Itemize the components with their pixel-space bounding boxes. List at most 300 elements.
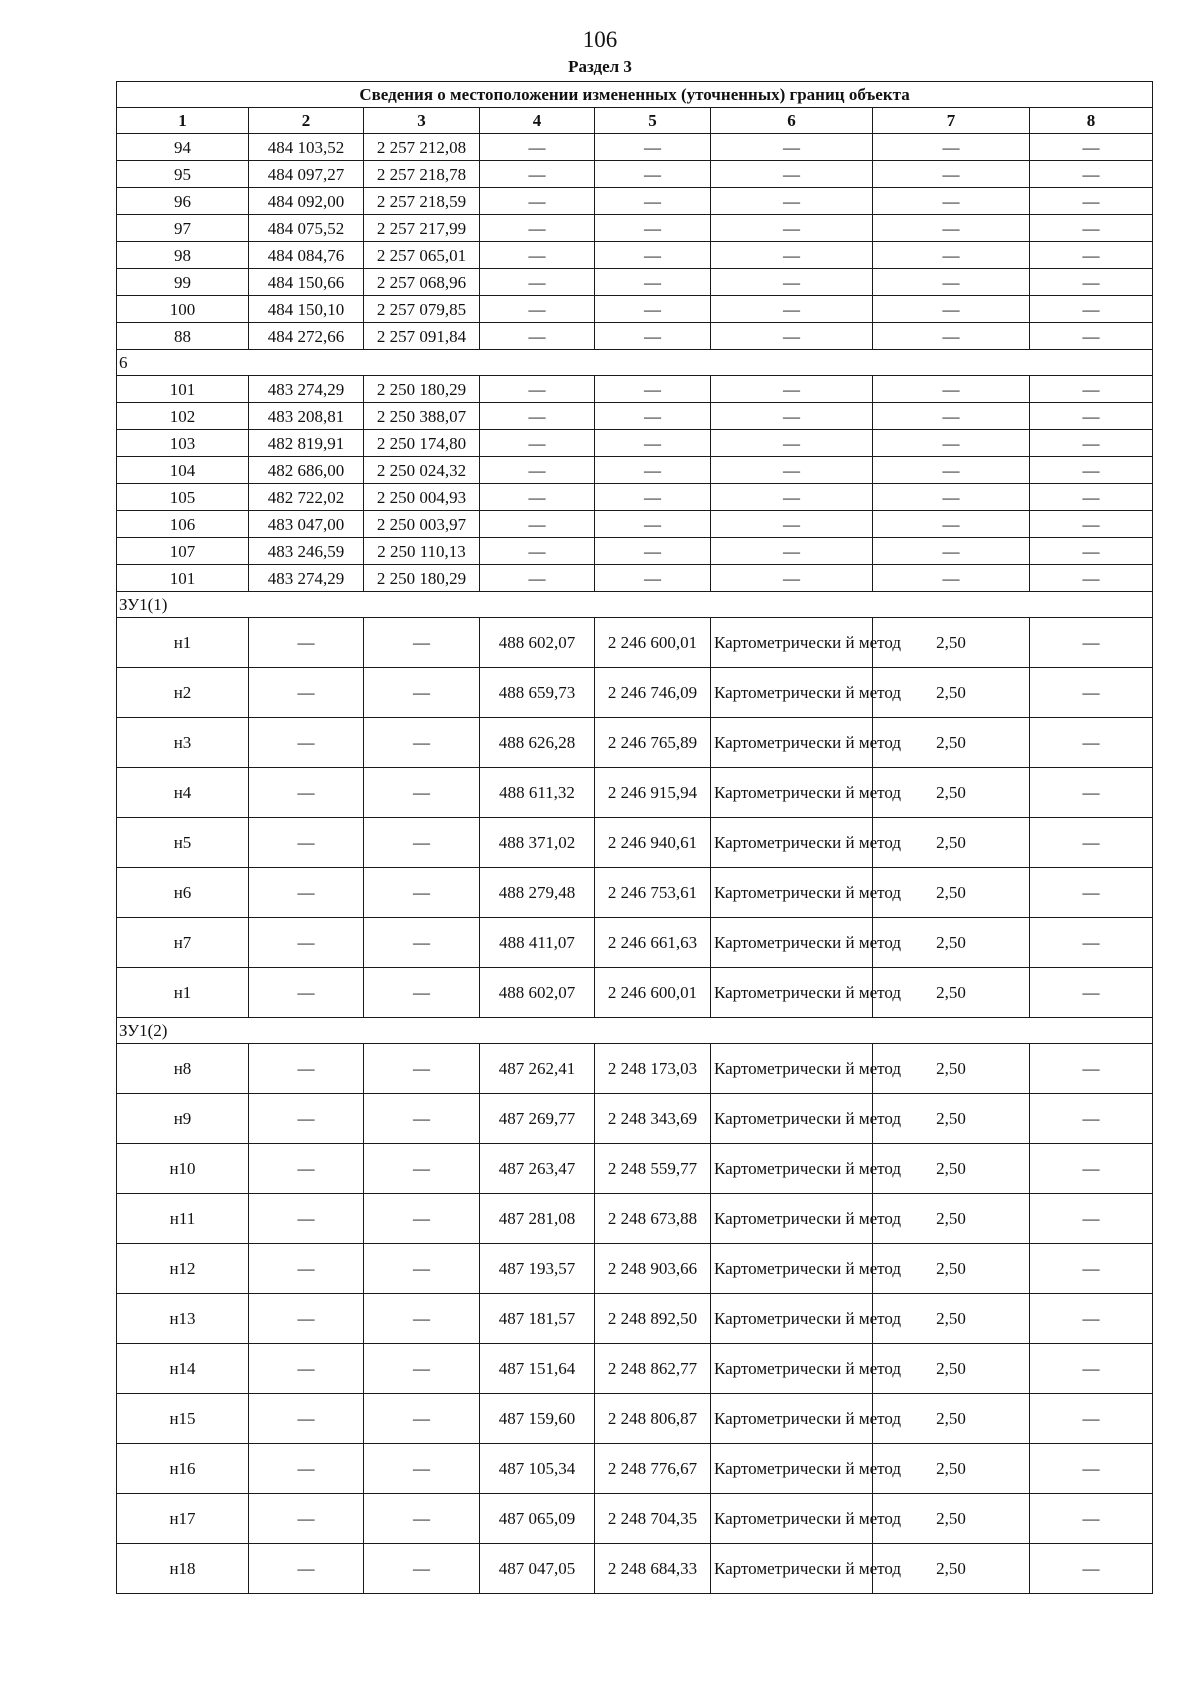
table-cell: н10 xyxy=(117,1144,249,1194)
table-cell: н13 xyxy=(117,1294,249,1344)
table-cell: 487 065,09 xyxy=(480,1494,595,1544)
table-cell: — xyxy=(1030,296,1153,323)
table-cell: — xyxy=(595,457,711,484)
table-cell: 487 105,34 xyxy=(480,1444,595,1494)
table-cell: 482 722,02 xyxy=(249,484,364,511)
table-cell: н5 xyxy=(117,818,249,868)
table-row xyxy=(117,1344,1153,1394)
table-cell: — xyxy=(249,1444,364,1494)
table-cell: 487 269,77 xyxy=(480,1094,595,1144)
table-cell: — xyxy=(364,968,480,1018)
column-number: 8 xyxy=(1030,108,1153,134)
group-label: ЗУ1(2) xyxy=(117,1018,1153,1044)
table-cell: 2,50 xyxy=(873,1344,1030,1394)
table-cell: — xyxy=(873,430,1030,457)
table-cell: 2 257 218,78 xyxy=(364,161,480,188)
table-cell: — xyxy=(249,1494,364,1544)
table-cell: — xyxy=(595,134,711,161)
section-title: Раздел 3 xyxy=(568,57,632,76)
table-row xyxy=(117,296,1153,323)
table-cell: — xyxy=(249,1044,364,1094)
table-cell: Картометрически й метод xyxy=(711,1544,873,1594)
table-cell: — xyxy=(1030,215,1153,242)
table-cell: н6 xyxy=(117,868,249,918)
table-cell: 2,50 xyxy=(873,1444,1030,1494)
table-row xyxy=(117,565,1153,592)
table-cell: 2,50 xyxy=(873,818,1030,868)
table-row xyxy=(117,618,1153,668)
table-cell: 2 250 003,97 xyxy=(364,511,480,538)
table-row xyxy=(117,511,1153,538)
table-cell: — xyxy=(480,242,595,269)
table-cell: Картометрически й метод xyxy=(711,668,873,718)
table-cell: Картометрически й метод xyxy=(711,918,873,968)
table-cell: 2 250 024,32 xyxy=(364,457,480,484)
table-cell: 2,50 xyxy=(873,1244,1030,1294)
table-cell: 95 xyxy=(117,161,249,188)
table-cell: — xyxy=(1030,968,1153,1018)
table-cell: — xyxy=(1030,1094,1153,1144)
table-cell: 488 659,73 xyxy=(480,668,595,718)
table-cell: — xyxy=(1030,1294,1153,1344)
table-cell: 484 075,52 xyxy=(249,215,364,242)
table-cell: — xyxy=(711,161,873,188)
table-cell: 487 193,57 xyxy=(480,1244,595,1294)
table-cell: 2,50 xyxy=(873,1044,1030,1094)
table-cell: — xyxy=(364,1494,480,1544)
table-cell: — xyxy=(1030,1394,1153,1444)
table-cell: Картометрически й метод xyxy=(711,1444,873,1494)
table-cell: — xyxy=(595,430,711,457)
table-cell: 482 686,00 xyxy=(249,457,364,484)
table-cell: — xyxy=(711,403,873,430)
table-cell: — xyxy=(595,242,711,269)
table-cell: — xyxy=(595,269,711,296)
table-cell: Картометрически й метод xyxy=(711,1194,873,1244)
table-row xyxy=(117,134,1153,161)
table-cell: — xyxy=(711,215,873,242)
table-cell: — xyxy=(249,918,364,968)
group-row xyxy=(117,350,1153,376)
table-cell: — xyxy=(364,668,480,718)
table-cell: — xyxy=(873,269,1030,296)
table-cell: 2 246 940,61 xyxy=(595,818,711,868)
table-row xyxy=(117,868,1153,918)
table-cell: — xyxy=(1030,457,1153,484)
table-cell: 483 208,81 xyxy=(249,403,364,430)
table-cell: 484 272,66 xyxy=(249,323,364,350)
table-row xyxy=(117,1544,1153,1594)
table-cell: 483 274,29 xyxy=(249,565,364,592)
table-cell: — xyxy=(1030,511,1153,538)
column-number: 3 xyxy=(364,108,480,134)
table-row xyxy=(117,1144,1153,1194)
table-cell: — xyxy=(249,1344,364,1394)
group-row xyxy=(117,1018,1153,1044)
table-cell: — xyxy=(249,1394,364,1444)
table-cell: — xyxy=(480,511,595,538)
table-cell: 2 246 600,01 xyxy=(595,618,711,668)
table-row xyxy=(117,1494,1153,1544)
table-cell: 2 248 806,87 xyxy=(595,1394,711,1444)
table-cell: — xyxy=(364,1294,480,1344)
table-cell: н15 xyxy=(117,1394,249,1444)
table-cell: Картометрически й метод xyxy=(711,1094,873,1144)
table-row xyxy=(117,403,1153,430)
table-cell: — xyxy=(1030,1044,1153,1094)
table-cell: 2 250 174,80 xyxy=(364,430,480,457)
table-cell: — xyxy=(595,215,711,242)
table-cell: — xyxy=(595,403,711,430)
table-cell: 487 181,57 xyxy=(480,1294,595,1344)
table-row xyxy=(117,161,1153,188)
table-cell: 103 xyxy=(117,430,249,457)
table-cell: — xyxy=(595,565,711,592)
table-cell: 2 246 661,63 xyxy=(595,918,711,968)
table-cell: Картометрически й метод xyxy=(711,1144,873,1194)
table-cell: 2 248 173,03 xyxy=(595,1044,711,1094)
table-cell: 2,50 xyxy=(873,1494,1030,1544)
table-cell: — xyxy=(480,161,595,188)
table-cell: — xyxy=(249,1544,364,1594)
table-cell: 482 819,91 xyxy=(249,430,364,457)
table-cell: — xyxy=(711,188,873,215)
table-cell: — xyxy=(1030,376,1153,403)
table-cell: — xyxy=(873,161,1030,188)
table-cell: 484 150,10 xyxy=(249,296,364,323)
table-cell: — xyxy=(873,323,1030,350)
table-cell: — xyxy=(1030,430,1153,457)
table-cell: 488 279,48 xyxy=(480,868,595,918)
table-cell: 2 248 343,69 xyxy=(595,1094,711,1144)
table-cell: — xyxy=(711,134,873,161)
table-row xyxy=(117,818,1153,868)
table-cell: 2,50 xyxy=(873,668,1030,718)
table-cell: — xyxy=(595,511,711,538)
table-cell: 106 xyxy=(117,511,249,538)
table-cell: — xyxy=(1030,668,1153,718)
table-row xyxy=(117,1294,1153,1344)
table-cell: — xyxy=(595,376,711,403)
table-cell: н18 xyxy=(117,1544,249,1594)
column-number: 1 xyxy=(117,108,249,134)
table-row xyxy=(117,1044,1153,1094)
table-row xyxy=(117,215,1153,242)
table-cell: 488 602,07 xyxy=(480,618,595,668)
table-cell: — xyxy=(480,484,595,511)
table-cell: 484 103,52 xyxy=(249,134,364,161)
table-cell: 487 047,05 xyxy=(480,1544,595,1594)
table-cell: — xyxy=(873,215,1030,242)
table-body xyxy=(117,134,1153,1594)
table-cell: — xyxy=(711,376,873,403)
table-cell: 98 xyxy=(117,242,249,269)
column-number: 7 xyxy=(873,108,1030,134)
table-cell: — xyxy=(480,403,595,430)
table-cell: — xyxy=(364,818,480,868)
table-cell: 2,50 xyxy=(873,618,1030,668)
table-cell: 487 263,47 xyxy=(480,1144,595,1194)
table-cell: — xyxy=(873,134,1030,161)
table-row xyxy=(117,918,1153,968)
table-row xyxy=(117,323,1153,350)
table-cell: — xyxy=(249,1144,364,1194)
table-cell: — xyxy=(480,323,595,350)
table-cell: — xyxy=(711,323,873,350)
table-cell: — xyxy=(364,1444,480,1494)
table-row xyxy=(117,768,1153,818)
table-cell: — xyxy=(711,269,873,296)
table-row xyxy=(117,968,1153,1018)
table-cell: 488 602,07 xyxy=(480,968,595,1018)
table-cell: — xyxy=(364,1344,480,1394)
table-cell: 97 xyxy=(117,215,249,242)
table-cell: 94 xyxy=(117,134,249,161)
table-cell: — xyxy=(480,215,595,242)
group-label: ЗУ1(1) xyxy=(117,592,1153,618)
table-cell: 2 246 915,94 xyxy=(595,768,711,818)
group-row xyxy=(117,592,1153,618)
table-cell: 96 xyxy=(117,188,249,215)
table-cell: — xyxy=(595,323,711,350)
column-number: 6 xyxy=(711,108,873,134)
table-cell: — xyxy=(595,296,711,323)
table-cell: 101 xyxy=(117,565,249,592)
table-cell: — xyxy=(1030,1444,1153,1494)
table-cell: Картометрически й метод xyxy=(711,1044,873,1094)
table-cell: 2 250 388,07 xyxy=(364,403,480,430)
table-cell: 483 047,00 xyxy=(249,511,364,538)
table-cell: — xyxy=(1030,1144,1153,1194)
table-cell: 2,50 xyxy=(873,1294,1030,1344)
table-cell: — xyxy=(711,296,873,323)
table-cell: 484 097,27 xyxy=(249,161,364,188)
column-number: 5 xyxy=(595,108,711,134)
table-cell: 2,50 xyxy=(873,1544,1030,1594)
table-cell: 2 248 776,67 xyxy=(595,1444,711,1494)
table-cell: — xyxy=(711,565,873,592)
table-cell: — xyxy=(1030,918,1153,968)
table-cell: 2 248 704,35 xyxy=(595,1494,711,1544)
table-row xyxy=(117,1444,1153,1494)
table-row xyxy=(117,376,1153,403)
table-cell: 104 xyxy=(117,457,249,484)
table-cell: — xyxy=(249,618,364,668)
table-cell: — xyxy=(480,269,595,296)
page-number: 106 xyxy=(582,27,618,52)
table-cell: н7 xyxy=(117,918,249,968)
table-cell: — xyxy=(1030,718,1153,768)
table-cell: — xyxy=(1030,1194,1153,1244)
table-cell: — xyxy=(249,1294,364,1344)
table-cell: — xyxy=(595,484,711,511)
table-cell: 2,50 xyxy=(873,918,1030,968)
table-cell: 2 246 753,61 xyxy=(595,868,711,918)
table-cell: Картометрически й метод xyxy=(711,768,873,818)
table-cell: — xyxy=(480,430,595,457)
table-cell: — xyxy=(364,618,480,668)
table-cell: н14 xyxy=(117,1344,249,1394)
table-cell: — xyxy=(480,538,595,565)
table-cell: 2 250 180,29 xyxy=(364,565,480,592)
table-cell: н16 xyxy=(117,1444,249,1494)
table-cell: — xyxy=(1030,242,1153,269)
table-cell: — xyxy=(1030,323,1153,350)
table-cell: 2,50 xyxy=(873,718,1030,768)
table-row xyxy=(117,1094,1153,1144)
table-cell: 2,50 xyxy=(873,1144,1030,1194)
table-cell: — xyxy=(1030,269,1153,296)
table-cell: Картометрически й метод xyxy=(711,718,873,768)
table-row xyxy=(117,1194,1153,1244)
table-cell: 2 257 065,01 xyxy=(364,242,480,269)
table-cell: — xyxy=(480,376,595,403)
table-cell: — xyxy=(249,1094,364,1144)
table-row xyxy=(117,242,1153,269)
table-cell: — xyxy=(364,1144,480,1194)
table-cell: — xyxy=(1030,1494,1153,1544)
table-cell: 2 246 746,09 xyxy=(595,668,711,718)
table-cell: 2,50 xyxy=(873,1394,1030,1444)
table-cell: 488 611,32 xyxy=(480,768,595,818)
table-title: Сведения о местоположении измененных (уточненных) границ объекта xyxy=(117,82,1153,108)
table-cell: — xyxy=(249,668,364,718)
table-cell: Картометрически й метод xyxy=(711,1344,873,1394)
table-cell: — xyxy=(711,457,873,484)
table-cell: 2,50 xyxy=(873,868,1030,918)
table-cell: — xyxy=(1030,818,1153,868)
table-cell: — xyxy=(595,188,711,215)
table-cell: — xyxy=(873,484,1030,511)
table-cell: — xyxy=(873,511,1030,538)
table-cell: н12 xyxy=(117,1244,249,1294)
table-cell: н1 xyxy=(117,968,249,1018)
table-cell: н9 xyxy=(117,1094,249,1144)
table-cell: н8 xyxy=(117,1044,249,1094)
table-cell: — xyxy=(249,718,364,768)
table-cell: — xyxy=(1030,161,1153,188)
table-cell: 2 248 862,77 xyxy=(595,1344,711,1394)
table-row xyxy=(117,538,1153,565)
table-cell: 2 257 091,84 xyxy=(364,323,480,350)
table-cell: 105 xyxy=(117,484,249,511)
table-cell: — xyxy=(364,868,480,918)
coordinates-table xyxy=(116,81,1153,1594)
table-cell: — xyxy=(249,968,364,1018)
table-cell: 2 246 765,89 xyxy=(595,718,711,768)
table-cell: — xyxy=(1030,538,1153,565)
table-cell: — xyxy=(711,430,873,457)
table-cell: — xyxy=(711,538,873,565)
table-cell: — xyxy=(249,1244,364,1294)
table-cell: — xyxy=(364,1094,480,1144)
table-cell: — xyxy=(873,242,1030,269)
table-cell: — xyxy=(249,868,364,918)
table-cell: — xyxy=(1030,768,1153,818)
table-cell: 2 257 068,96 xyxy=(364,269,480,296)
table-cell: — xyxy=(1030,134,1153,161)
table-cell: 2,50 xyxy=(873,1094,1030,1144)
table-cell: — xyxy=(1030,618,1153,668)
table-cell: Картометрически й метод xyxy=(711,818,873,868)
table-cell: н4 xyxy=(117,768,249,818)
table-cell: 2,50 xyxy=(873,1194,1030,1244)
table-cell: 2 250 004,93 xyxy=(364,484,480,511)
table-cell: 2 248 559,77 xyxy=(595,1144,711,1194)
group-label: 6 xyxy=(117,350,1153,376)
table-cell: 487 262,41 xyxy=(480,1044,595,1094)
table-cell: — xyxy=(711,242,873,269)
table-cell: — xyxy=(873,565,1030,592)
table-cell: н1 xyxy=(117,618,249,668)
table-cell: — xyxy=(1030,1344,1153,1394)
table-cell: — xyxy=(1030,868,1153,918)
table-cell: 487 281,08 xyxy=(480,1194,595,1244)
table-row xyxy=(117,668,1153,718)
table-cell: — xyxy=(249,1194,364,1244)
table-cell: — xyxy=(364,718,480,768)
table-cell: 2 248 903,66 xyxy=(595,1244,711,1294)
table-cell: — xyxy=(480,188,595,215)
table-row xyxy=(117,718,1153,768)
table-cell: Картометрически й метод xyxy=(711,1394,873,1444)
table-cell: — xyxy=(364,1194,480,1244)
table-cell: Картометрически й метод xyxy=(711,1294,873,1344)
table-cell: Картометрически й метод xyxy=(711,1494,873,1544)
table-cell: — xyxy=(480,565,595,592)
table-cell: — xyxy=(1030,1244,1153,1294)
table-cell: 2 257 218,59 xyxy=(364,188,480,215)
table-cell: 2 250 110,13 xyxy=(364,538,480,565)
table-cell: 2,50 xyxy=(873,768,1030,818)
table-cell: — xyxy=(873,457,1030,484)
table-cell: н2 xyxy=(117,668,249,718)
table-cell: 99 xyxy=(117,269,249,296)
table-cell: — xyxy=(873,296,1030,323)
table-cell: — xyxy=(1030,403,1153,430)
table-cell: 101 xyxy=(117,376,249,403)
table-cell: 484 150,66 xyxy=(249,269,364,296)
table-cell: Картометрически й метод xyxy=(711,1244,873,1294)
table-cell: 484 084,76 xyxy=(249,242,364,269)
table-cell: 2 257 079,85 xyxy=(364,296,480,323)
table-row xyxy=(117,1394,1153,1444)
table-cell: н17 xyxy=(117,1494,249,1544)
table-cell: — xyxy=(364,1544,480,1594)
table-cell: — xyxy=(1030,188,1153,215)
table-row xyxy=(117,430,1153,457)
column-number: 4 xyxy=(480,108,595,134)
table-cell: 488 371,02 xyxy=(480,818,595,868)
table-cell: — xyxy=(249,768,364,818)
table-cell: 102 xyxy=(117,403,249,430)
table-cell: — xyxy=(595,161,711,188)
table-cell: — xyxy=(873,538,1030,565)
table-cell: — xyxy=(249,818,364,868)
column-number: 2 xyxy=(249,108,364,134)
table-cell: — xyxy=(480,296,595,323)
table-cell: 88 xyxy=(117,323,249,350)
table-cell: — xyxy=(480,457,595,484)
table-cell: — xyxy=(1030,1544,1153,1594)
table-cell: Картометрически й метод xyxy=(711,868,873,918)
table-cell: — xyxy=(1030,484,1153,511)
table-cell: — xyxy=(873,376,1030,403)
table-cell: — xyxy=(364,1394,480,1444)
table-cell: 2 257 217,99 xyxy=(364,215,480,242)
table-cell: — xyxy=(711,511,873,538)
table-cell: н3 xyxy=(117,718,249,768)
